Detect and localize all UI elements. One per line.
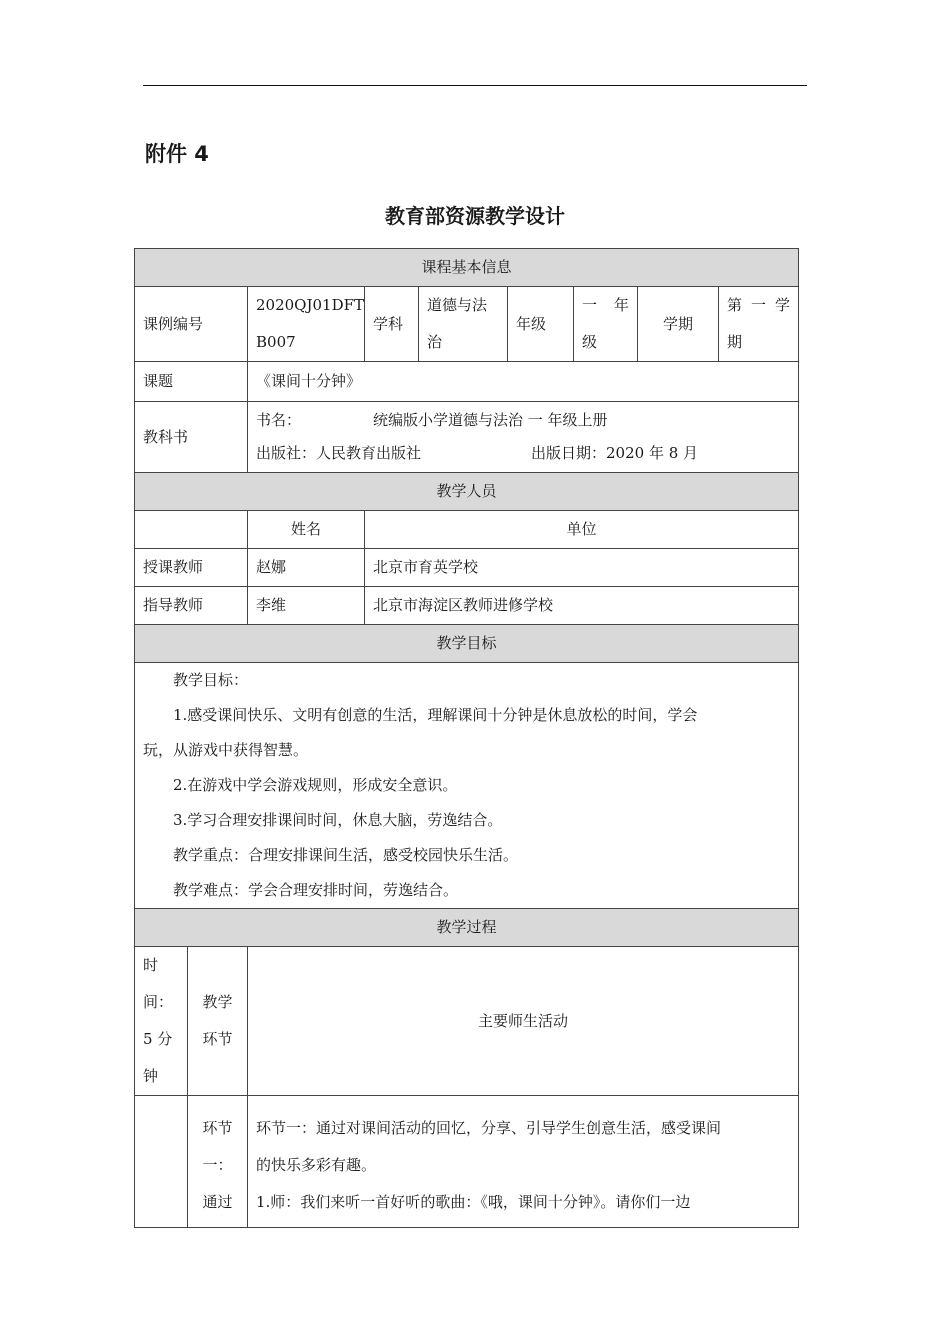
book-name-label: 书名： (256, 411, 302, 429)
staff-unit: 北京市海淀区教师进修学校 (365, 587, 799, 625)
section-process: 教学过程 (135, 909, 799, 947)
staff-row (135, 549, 799, 587)
header-rule (143, 85, 807, 86)
key-point: 教学重点：合理安排课间生活，感受校园快乐生活。 (173, 846, 519, 864)
activity-line: 环节一：通过对课间活动的回忆，分享、引导学生创意生活，感受课间 (256, 1119, 722, 1137)
time-blank (135, 1096, 188, 1228)
section-basic-info: 课程基本信息 (135, 249, 799, 287)
goal-item-3: 3.学习合理安排课间时间，休息大脑，劳逸结合。 (173, 811, 503, 829)
staff-header-blank (135, 511, 248, 549)
stage-header: 教学 环节 (188, 947, 248, 1096)
subject-label: 学科 (365, 287, 419, 362)
publisher: 出版社：人民教育出版社 (256, 444, 422, 462)
goals-body (135, 663, 799, 909)
goal-item-1: 1.感受课间快乐、文明有创意的生活，理解课间十分钟是休息放松的时间，学会 (173, 706, 698, 724)
name-column-header: 姓名 (248, 511, 365, 549)
staff-role: 授课教师 (135, 549, 248, 587)
attachment-label: 附件 4 (145, 142, 209, 166)
staff-name: 赵娜 (248, 549, 365, 587)
difficulty-point: 教学难点：学会合理安排时间，劳逸结合。 (173, 881, 459, 899)
pub-date: 出版日期：2020 年 8 月 (531, 444, 699, 462)
goals-heading: 教学目标： (173, 671, 249, 689)
staff-role: 指导教师 (135, 587, 248, 625)
textbook-label: 教科书 (135, 402, 248, 473)
document-title: 教育部资源教学设计 (385, 204, 565, 228)
section-staff: 教学人员 (135, 473, 799, 511)
activity-body (248, 1096, 799, 1228)
time-cell: 时 间： 5 分 钟 (135, 947, 188, 1096)
subject-value: 道德与法 治 (419, 287, 508, 362)
case-no-value: 2020QJ01DFT B007 (248, 287, 365, 362)
term-label: 学期 (638, 287, 719, 362)
step-label: 环节 一： 通过 (188, 1096, 248, 1228)
grade-label: 年级 (508, 287, 574, 362)
goal-item-2: 2.在游戏中学会游戏规则，形成安全意识。 (173, 776, 458, 794)
staff-unit: 北京市育英学校 (365, 549, 799, 587)
book-name: 统编版小学道德与法治 一 年级上册 (373, 411, 608, 429)
activity-header: 主要师生活动 (248, 947, 799, 1096)
goal-item-1-cont: 玩，从游戏中获得智慧。 (143, 741, 309, 759)
staff-name: 李维 (248, 587, 365, 625)
topic-label: 课题 (135, 362, 248, 402)
staff-row (135, 587, 799, 625)
grade-value: 一 年 级 (574, 287, 638, 362)
topic-value: 《课间十分钟》 (248, 362, 799, 402)
section-goals: 教学目标 (135, 625, 799, 663)
lesson-design-table (134, 248, 799, 1228)
unit-column-header: 单位 (365, 511, 799, 549)
activity-line: 1.师：我们来听一首好听的歌曲：《哦，课间十分钟》。请你们一边 (256, 1193, 691, 1211)
textbook-info (248, 402, 799, 473)
activity-line: 的快乐多彩有趣。 (256, 1156, 377, 1174)
term-value: 第 一 学 期 (719, 287, 799, 362)
case-no-label: 课例编号 (135, 287, 248, 362)
